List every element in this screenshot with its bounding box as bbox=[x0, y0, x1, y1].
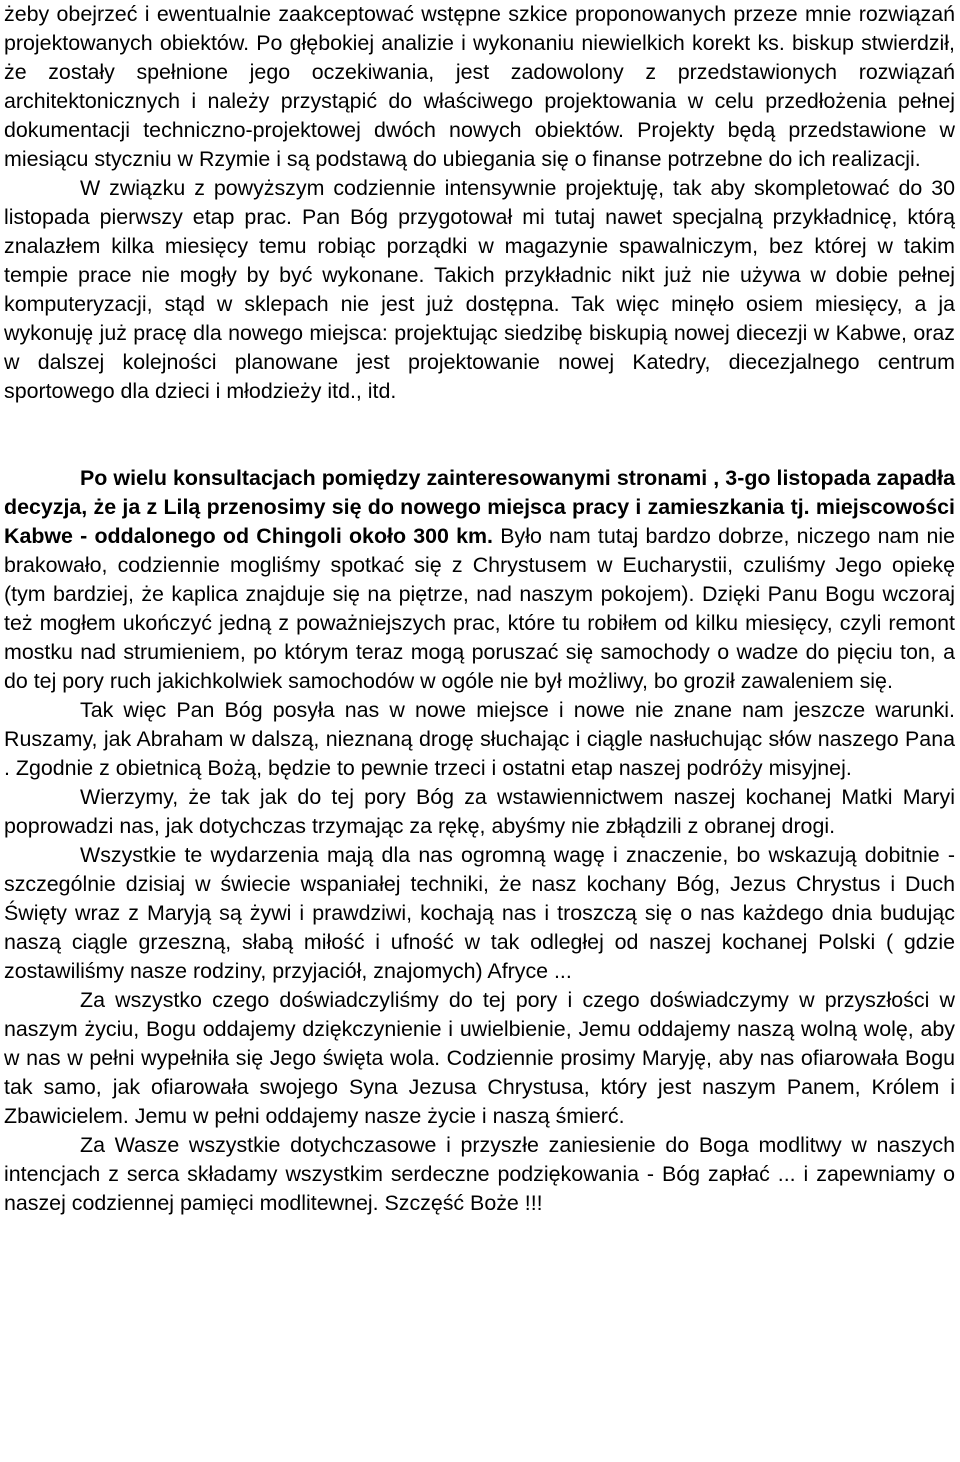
paragraph-8-text: Za Wasze wszystkie dotychczasowe i przyszłe zaniesienie do Boga modlitwy w naszych intencjach z serca składamy wszystkim serdeczne podziękowania - Bóg zapłać ... i zapewniamy o naszej codziennej pamięci modlitewnej. Szczęść Boże !!! bbox=[4, 1133, 955, 1215]
paragraph-7 bbox=[4, 986, 955, 1131]
paragraph-4 bbox=[4, 696, 955, 783]
paragraph-6-text: Wszystkie te wydarzenia mają dla nas ogromną wagę i znaczenie, bo wskazują dobitnie - szczególnie dzisiaj w świecie wspaniałej techniki, że nasz kochany Bóg, Jezus Chrystus i Duch Święty wraz z Maryją są żywi i prawdziwi, kochają nas i troszczą się o nas każdego dnia budując naszą ciągle grzeszną, słabą miłość i ufność w tak odległej od naszej kochanej Polski ( gdzie zostawiliśmy nasze rodziny, przyjaciół, znajomych) Afryce ... bbox=[4, 843, 955, 983]
paragraph-spacer bbox=[4, 406, 955, 464]
paragraph-8 bbox=[4, 1131, 955, 1218]
paragraph-6 bbox=[4, 841, 955, 986]
paragraph-7-text: Za wszystko czego doświadczyliśmy do tej pory i czego doświadczymy w przyszłości w naszym życiu, Bogu oddajemy dziękczynienie i uwielbienie, Jemu oddajemy naszą wolną wolę, aby w nas w pełni wypełniła się Jego święta wola. Codziennie prosimy Maryję, aby nas ofiarowała Bogu tak samo, jak ofiarowała swojego Syna Jezusa Chrystusa, który jest naszym Panem, Królem i Zbawicielem. Jemu w pełni oddajemy nasze życie i naszą śmierć. bbox=[4, 988, 955, 1128]
paragraph-4-text: Tak więc Pan Bóg posyła nas w nowe miejsce i nowe nie znane nam jeszcze warunki. Ruszamy, jak Abraham w dalszą, nieznaną drogę słuchając i ciągle nasłuchując słów naszego Pana . Zgodnie z obietnicą Bożą, będzie to pewnie trzeci i ostatni etap naszej podróży misyjnej. bbox=[4, 698, 955, 780]
paragraph-2 bbox=[4, 174, 955, 406]
paragraph-1 bbox=[4, 0, 955, 174]
letter-text bbox=[4, 0, 955, 1218]
paragraph-5 bbox=[4, 783, 955, 841]
paragraph-2-text: W związku z powyższym codziennie intensywnie projektuję, tak aby skompletować do 30 listopada pierwszy etap prac. Pan Bóg przygotował mi tutaj nawet specjalną przykładnicę, którą znalazłem kilka miesięcy temu robiąc porządki w magazynie spawalniczym, bez której w takim tempie prace nie mogły by być wykonane. Takich przykładnic nikt już nie używa w dobie pełnej komputeryzacji, stąd w sklepach nie jest już dostępna. Tak więc minęło osiem miesięcy, a ja wykonuję już pracę dla nowego miejsca: projektując siedzibę biskupią nowej diecezji w Kabwe, oraz w dalszej kolejności planowane jest projektowanie nowej Katedry, diecezjalnego centrum sportowego dla dzieci i młodzieży itd., itd. bbox=[4, 176, 955, 403]
paragraph-3-bold-text: Po wielu konsultacjach pomiędzy zainteresowanymi stronami , 3-go listopada zapadła decyzja, że ja z Lilą przenosimy się do nowego miejsca pracy i zamieszkania tj. miejscowości Kabwe - oddalonego od Chingoli około 300 km. bbox=[4, 466, 955, 548]
paragraph-3 bbox=[4, 464, 955, 696]
paragraph-3-text: Było nam tutaj bardzo dobrze, niczego nam nie brakowało, codziennie mogliśmy spotkać się z Chrystusem w Eucharystii, czuliśmy Jego opiekę (tym bardziej, że kaplica znajduje się na piętrze, nad naszym pokojem). Dzięki Panu Bogu wczoraj też mogłem ukończyć jedną z poważniejszych prac, które tu robiłem od kilku miesięcy, czyli remont mostku nad strumieniem, po którym teraz mogą poruszać się samochody o wadze do pięciu ton, a do tej pory ruch jakichkolwiek samochodów w ogóle nie był możliwy, bo groził zawaleniem się. bbox=[4, 524, 955, 693]
paragraph-1-text: żeby obejrzeć i ewentualnie zaakceptować wstępne szkice proponowanych przeze mnie rozwiązań projektowanych obiektów. Po głębokiej analizie i wykonaniu niewielkich korekt ks. biskup stwierdził, że zostały spełnione jego oczekiwania, jest zadowolony z przedstawionych rozwiązań architektonicznych i należy przystąpić do właściwego projektowania w celu przedłożenia pełnej dokumentacji techniczno-projektowej dwóch nowych obiektów. Projekty będą przedstawione w miesiącu styczniu w Rzymie i są podstawą do ubiegania się o finanse potrzebne do ich realizacji. bbox=[4, 2, 955, 171]
paragraph-5-text: Wierzymy, że tak jak do tej pory Bóg za wstawiennictwem naszej kochanej Matki Maryi poprowadzi nas, jak dotychczas trzymając za rękę, abyśmy nie zbłądzili z obranej drogi. bbox=[4, 785, 955, 838]
